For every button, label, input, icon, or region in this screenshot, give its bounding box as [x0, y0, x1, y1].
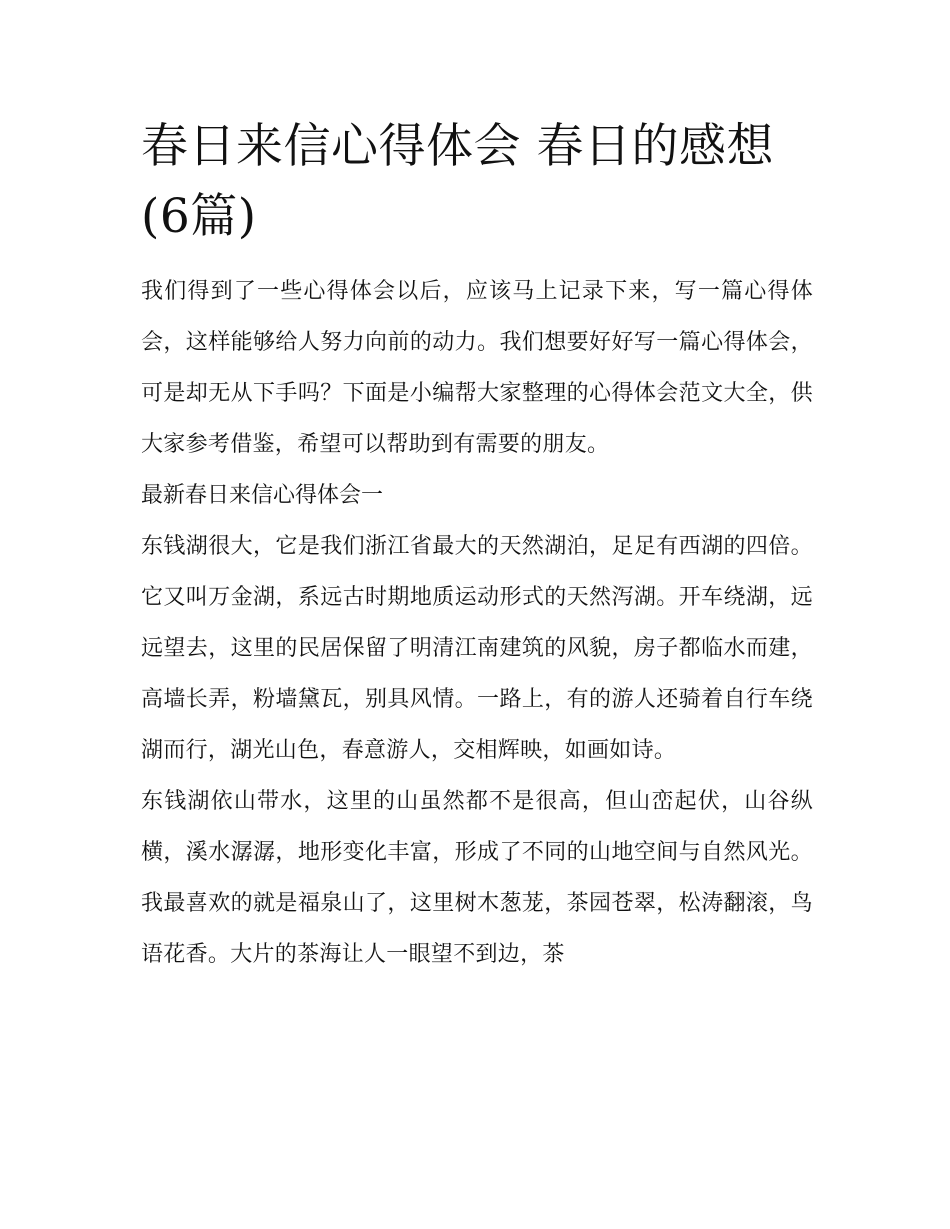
body-paragraph-2: 东钱湖依山带水，这里的山虽然都不是很高，但山峦起伏，山谷纵横，溪水潺潺，地形变化丰富，形成了不同的山地空间与自然风光。我最喜欢的就是福泉山了，这里树木葱茏，茶园苍翠，松涛翻滚，鸟语花香。大片的茶海让人一眼望不到边，茶 [141, 789, 813, 967]
intro-paragraph: 我们得到了一些心得体会以后，应该马上记录下来，写一篇心得体会，这样能够给人努力向前的动力。我们想要好好写一篇心得体会，可是却无从下手吗？下面是小编帮大家整理的心得体会范文大全，供大家参考借鉴，希望可以帮助到有需要的朋友。 [141, 279, 813, 457]
document-page [141, 112, 813, 980]
section-heading: 最新春日来信心得体会一 [141, 483, 384, 508]
body-paragraph-1: 东钱湖很大，它是我们浙江省最大的天然湖泊，足足有西湖的四倍。它又叫万金湖，系远古时期地质运动形式的天然泻湖。开车绕湖，远远望去，这里的民居保留了明清江南建筑的风貌，房子都临水而建，高墙长弄，粉墙黛瓦，别具风情。一路上，有的游人还骑着自行车绕湖而行，湖光山色，春意游人，交相辉映，如画如诗。 [141, 534, 813, 763]
document-title: 春日来信心得体会 春日的感想(6篇) [141, 119, 774, 244]
